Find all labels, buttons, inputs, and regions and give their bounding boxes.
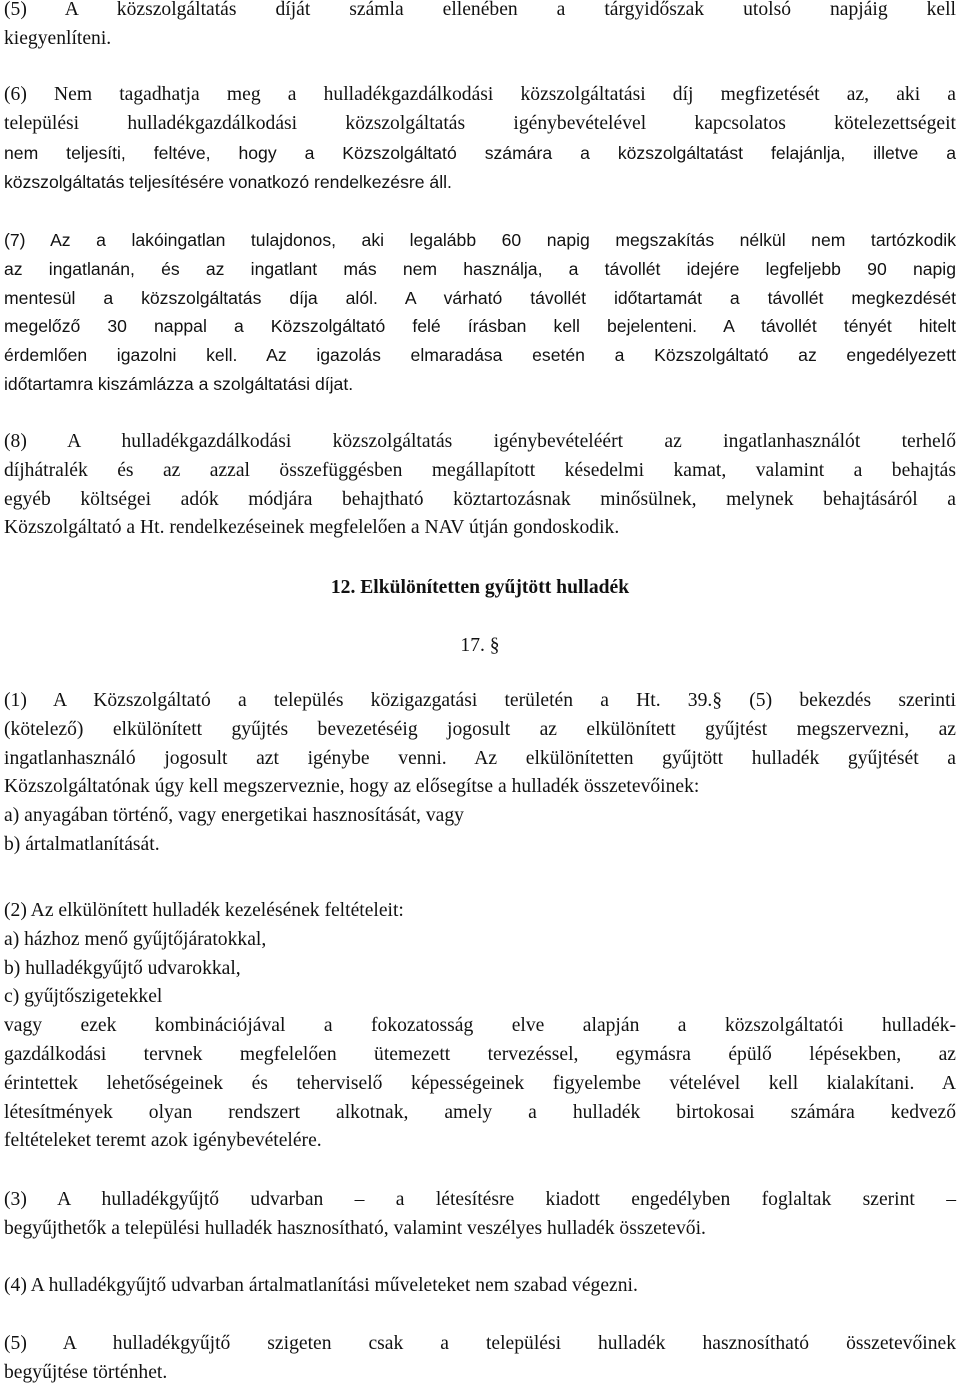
paragraph-7 bbox=[4, 226, 956, 399]
text-line: ingatlanhasználó jogosult azt igénybe venni. Az elkülönítetten gyűjtött hulladék gyűjtését a bbox=[4, 747, 956, 769]
text-line: díjhátralék és az azzal összefüggésben megállapított késedelmi kamat, valamint a behajtás bbox=[4, 459, 956, 481]
text-line: gazdálkodási tervnek megfelelően ütemezett tervezéssel, egymásra épülő lépésekben, az bbox=[4, 1043, 956, 1065]
text-line: begyűjtése történhet. bbox=[4, 1361, 168, 1383]
text-line: (kötelező) elkülönített gyűjtés bevezetéséig jogosult az elkülönített gyűjtést megszervezni, az bbox=[4, 718, 956, 740]
paragraph-s5 bbox=[4, 1330, 956, 1388]
text-line: (1) A Közszolgáltató a település közigazgatási területén a Ht. 39.§ (5) bekezdés szerinti bbox=[4, 690, 956, 711]
paragraph-s2 bbox=[4, 897, 956, 1156]
paragraph-s1 bbox=[4, 687, 956, 860]
text-line: érintettek lehetőségeinek és teherviselő képességeinek figyelembe vételével kell kialakítani. A bbox=[4, 1072, 956, 1094]
paragraph-6 bbox=[4, 81, 956, 139]
text-line: nem teljesíti, feltéve, hogy a Közszolgáltató számára a közszolgáltatást felajánlja, illetve a bbox=[4, 143, 956, 163]
text-line: vagy ezek kombinációjával a fokozatosság elve alapján a közszolgáltatói hulladék- bbox=[4, 1015, 956, 1037]
text-line: (5) A közszolgáltatás díját számla ellenében a tárgyidőszak utolsó napjáig kell bbox=[4, 0, 956, 20]
paragraph-s4 bbox=[4, 1272, 956, 1301]
text-line: települési hulladékgazdálkodási közszolgáltatás igénybevételével kapcsolatos kötelezettségeit bbox=[4, 112, 956, 134]
text-line: (3) A hulladékgyűjtő udvarban – a létesítésre kiadott engedélyben foglaltak szerint – bbox=[4, 1189, 956, 1210]
text-line: időtartamra kiszámlázza a szolgáltatási díjat. bbox=[4, 373, 354, 394]
text-line: megelőző 30 nappal a Közszolgáltató felé írásban kell bejelenteni. A távollét tényét hitelt bbox=[4, 316, 956, 337]
text-line: (4) A hulladékgyűjtő udvarban ártalmatlanítási műveleteket nem szabad végezni. bbox=[4, 1275, 638, 1296]
text-line: a) házhoz menő gyűjtőjáratokkal, bbox=[4, 928, 267, 950]
paragraph-8 bbox=[4, 428, 956, 543]
section-number: 17. § bbox=[460, 635, 500, 656]
text-line: létesítmények olyan rendszert alkotnak, amely a hulladék birtokosai számára kedvező bbox=[4, 1101, 956, 1123]
paragraph-s3 bbox=[4, 1186, 956, 1244]
paragraph-6-cont bbox=[4, 139, 956, 197]
text-line: begyűjthetők a települési hulladék hasznosítható, valamint veszélyes hulladék összetevői. bbox=[4, 1217, 706, 1239]
text-line: a) anyagában történő, vagy energetikai hasznosítását, vagy bbox=[4, 805, 464, 827]
text-line: mentesül a közszolgáltatás díja alól. A várható távollét időtartamát a távollét megkezdését bbox=[4, 287, 956, 308]
text-line: b) ártalmatlanítását. bbox=[4, 833, 160, 855]
text-line: egyéb költségei adók módjára behajtható köztartozásnak minősülnek, melynek behajtásáról a bbox=[4, 488, 956, 510]
section-heading: 12. Elkülönítetten gyűjtött hulladék bbox=[330, 577, 630, 598]
text-line: (8) A hulladékgazdálkodási közszolgáltatás igénybevételéért az ingatlanhasználót terhelő bbox=[4, 431, 956, 452]
paragraph-5 bbox=[4, 0, 956, 54]
text-line: Közszolgáltató a Ht. rendelkezéseinek megfelelően a NAV útján gondoskodik. bbox=[4, 517, 620, 539]
text-line: (6) Nem tagadhatja meg a hulladékgazdálkodási közszolgáltatási díj megfizetését az, aki a bbox=[4, 84, 956, 105]
text-line: (7) Az a lakóingatlan tulajdonos, aki legalább 60 napig megszakítás nélkül nem tartózkodik bbox=[4, 230, 956, 250]
text-line: c) gyűjtőszigetekkel bbox=[4, 986, 163, 1008]
text-line: közszolgáltatás teljesítésére vonatkozó rendelkezésre áll. bbox=[4, 171, 452, 192]
text-line: (2) Az elkülönített hulladék kezelésének feltételeit: bbox=[4, 900, 404, 921]
text-line: kiegyenlíteni. bbox=[4, 27, 112, 49]
text-line: érdemlően igazolni kell. Az igazolás elmaradása esetén a Közszolgáltató az engedélyezett bbox=[4, 345, 956, 366]
text-line: (5) A hulladékgyűjtő szigeten csak a települési hulladék hasznosítható összetevőinek bbox=[4, 1333, 956, 1354]
text-line: Közszolgáltatónak úgy kell megszerveznie, hogy az elősegítse a hulladék összetevőinek: bbox=[4, 776, 700, 798]
text-line: az ingatlanán, és az ingatlant más nem használja, a távollét idejére legfeljebb 90 napig bbox=[4, 258, 956, 279]
text-line: b) hulladékgyűjtő udvarokkal, bbox=[4, 957, 241, 979]
text-line: feltételeket teremt azok igénybevételére. bbox=[4, 1130, 322, 1152]
